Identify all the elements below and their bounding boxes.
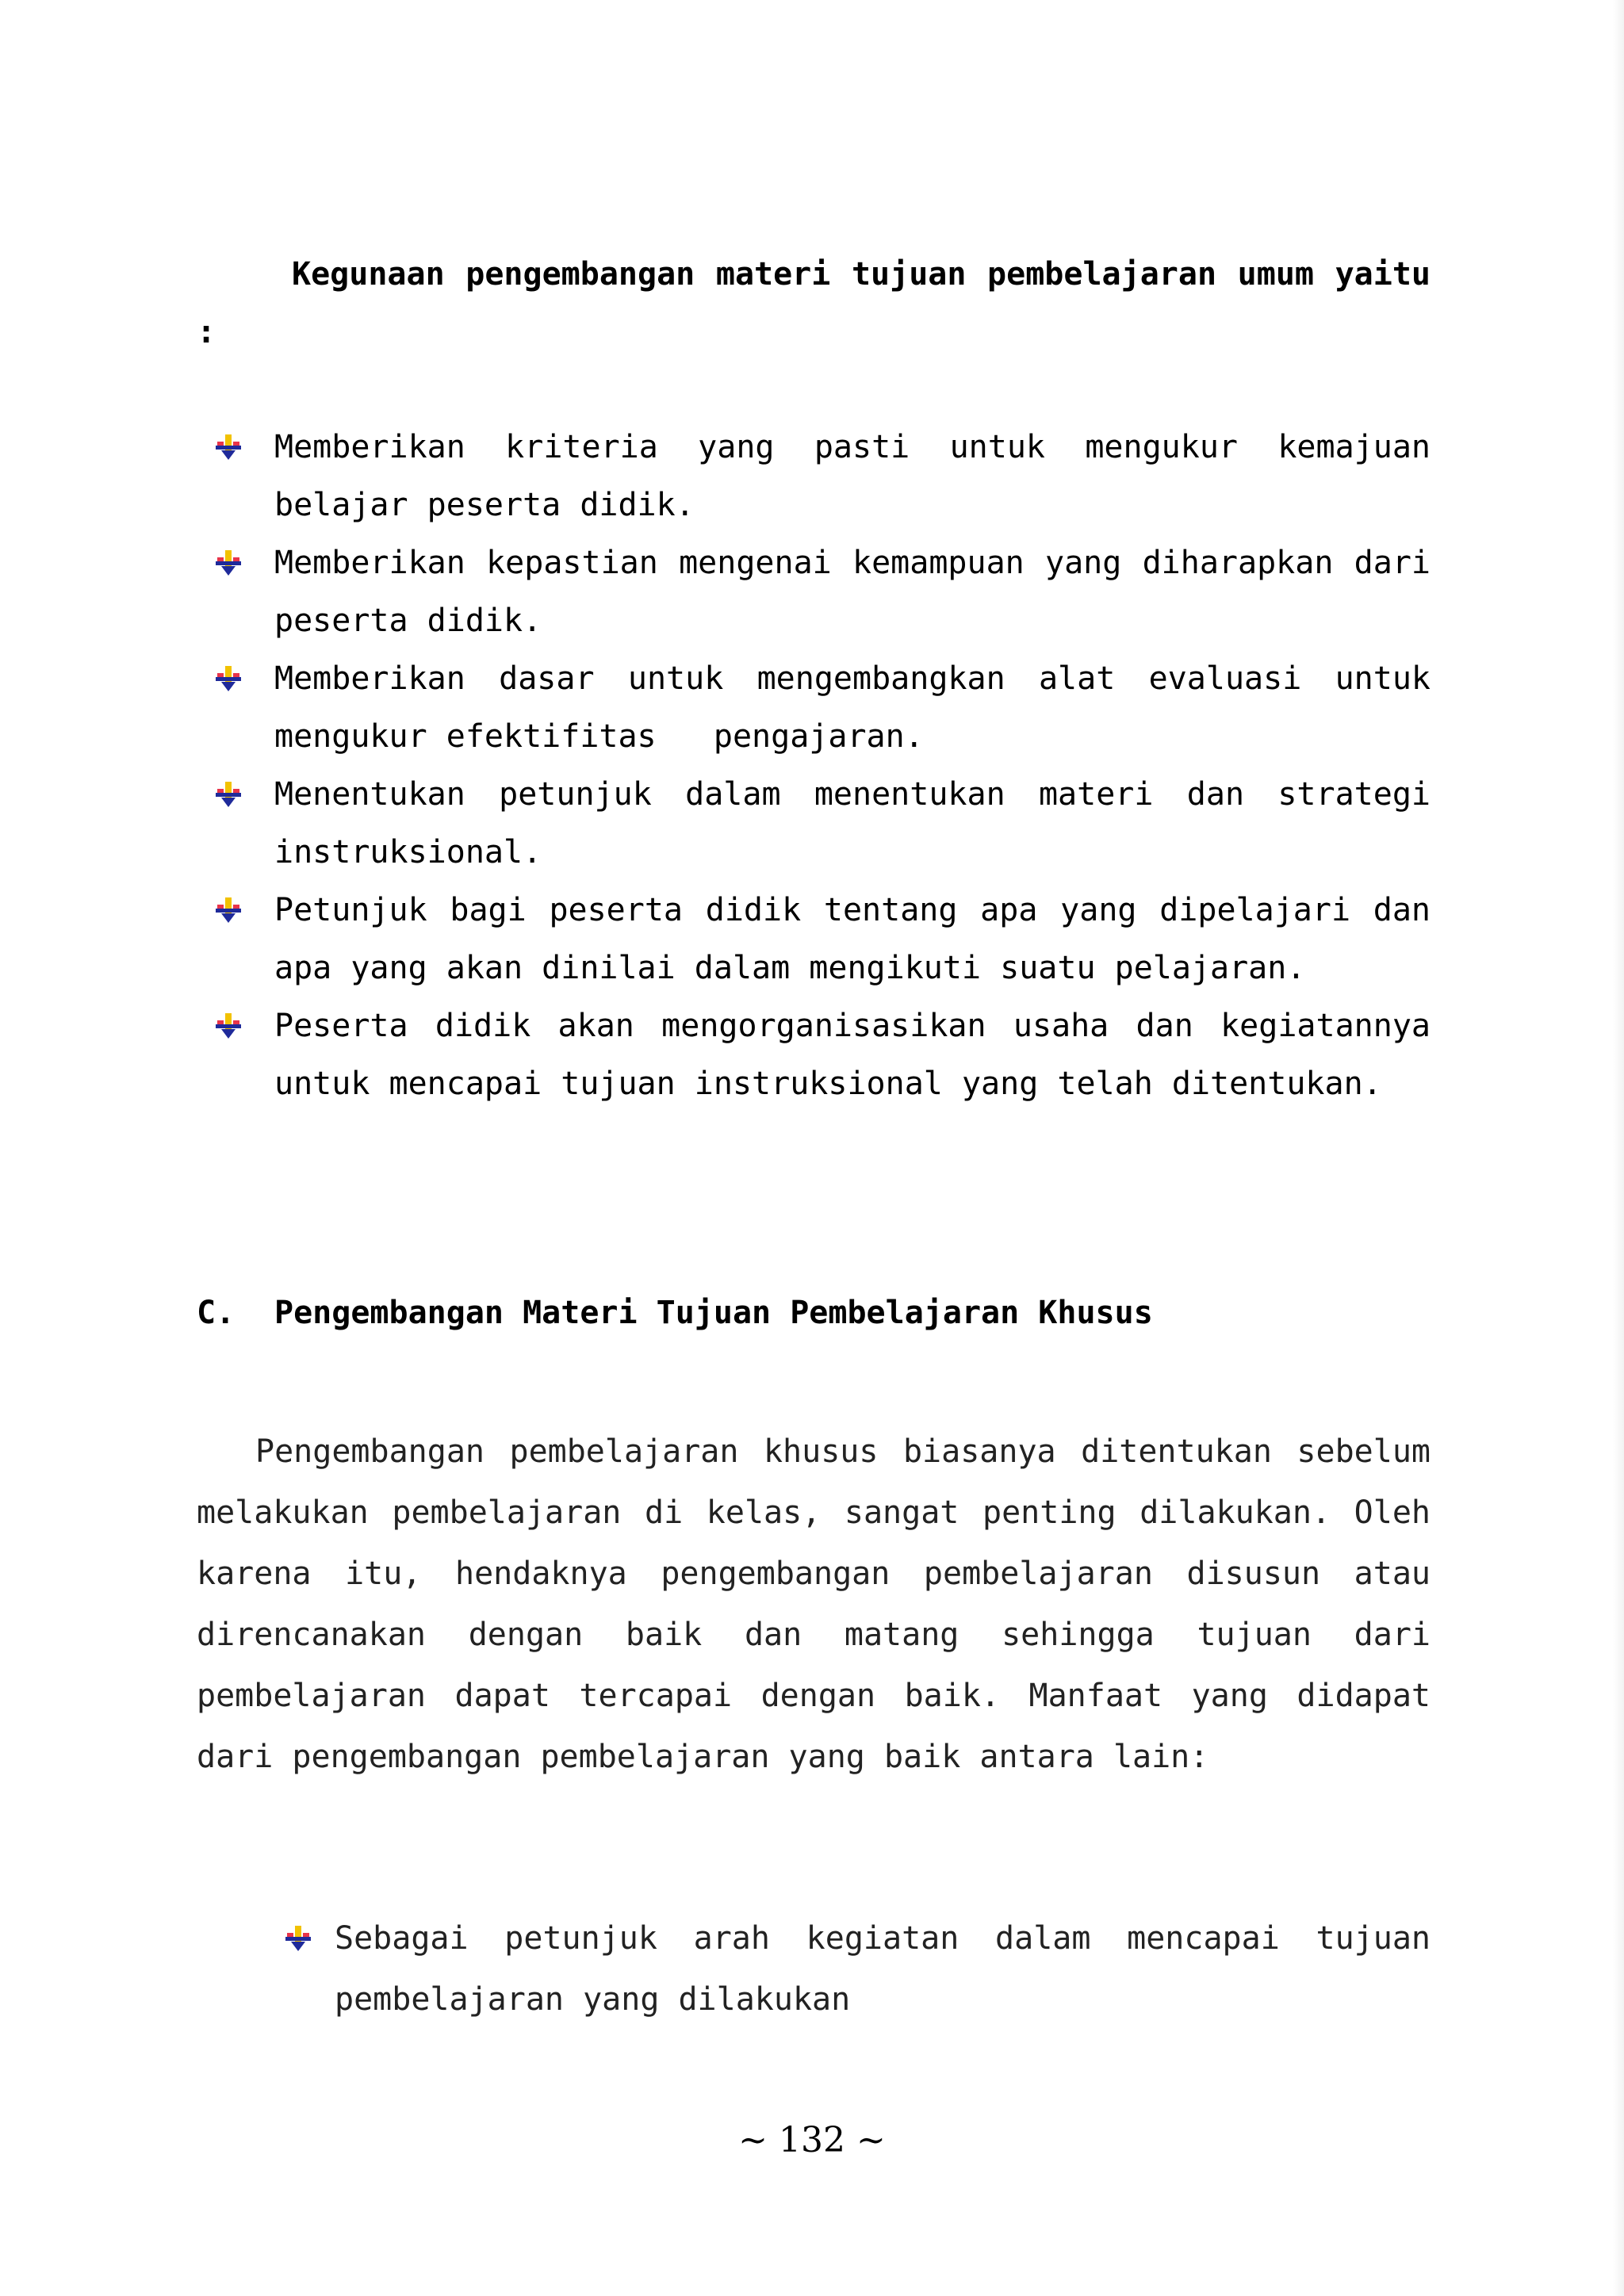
list-item-text: Peserta didik akan mengorganisasikan usaha dan kegiatannya untuk mencapai tujuan instruksional yang telah ditentukan. <box>274 1008 1431 1102</box>
section-heading <box>197 1284 1431 1342</box>
page-number: ~ 132 ~ <box>738 2120 886 2160</box>
list-item-text: Memberikan dasar untuk mengembangkan alat evaluasi untuk mengukur efektifitas pengajaran. <box>274 660 1450 755</box>
arrow-cross-bullet-icon <box>284 1924 312 1953</box>
list-item <box>214 766 1431 882</box>
section-title: Pengembangan Materi Tujuan Pembelajaran Khusus <box>274 1295 1153 1331</box>
benefits-list <box>284 1908 1431 2030</box>
list-item <box>284 1908 1431 2030</box>
arrow-cross-bullet-icon <box>214 1012 243 1040</box>
usage-list <box>214 419 1450 1113</box>
arrow-cross-bullet-icon <box>214 896 243 924</box>
page-edge-shadow <box>1613 0 1624 2296</box>
body-paragraph: Pengembangan pembelajaran khusus biasanya ditentukan sebelum melakukan pembelajaran di kelas, sangat penting dilakukan. Oleh karena itu, hendaknya pengembangan pembelajaran disusun atau direncanakan dengan baik dan matang sehingga tujuan dari pembelajaran dapat tercapai dengan baik. Manfaat yang didapat dari pengembangan pembelajaran yang baik antara lain: <box>197 1433 1431 1775</box>
list-item <box>214 882 1431 997</box>
list-item <box>214 650 1450 766</box>
list-item-text: Menentukan petunjuk dalam menentukan materi dan strategi instruksional. <box>274 776 1431 871</box>
list-item <box>214 997 1431 1113</box>
section-letter: C. <box>197 1295 236 1331</box>
arrow-cross-bullet-icon <box>214 433 243 461</box>
intro-paragraph: Kegunaan pengembangan materi tujuan pembelajaran umum yaitu : <box>197 256 1431 350</box>
list-item-text: Sebagai petunjuk arah kegiatan dalam mencapai tujuan pembelajaran yang dilakukan <box>335 1920 1431 2018</box>
list-item-text: Petunjuk bagi peserta didik tentang apa yang dipelajari dan apa yang akan dinilai dalam mengikuti suatu pelajaran. <box>274 892 1431 986</box>
arrow-cross-bullet-icon <box>214 780 243 809</box>
list-item <box>214 419 1431 534</box>
list-item-text: Memberikan kriteria yang pasti untuk mengukur kemajuan belajar peserta didik. <box>274 429 1431 523</box>
arrow-cross-bullet-icon <box>214 549 243 577</box>
arrow-cross-bullet-icon <box>214 664 243 693</box>
list-item-text: Memberikan kepastian mengenai kemampuan yang diharapkan dari peserta didik. <box>274 545 1431 639</box>
list-item <box>214 534 1431 650</box>
